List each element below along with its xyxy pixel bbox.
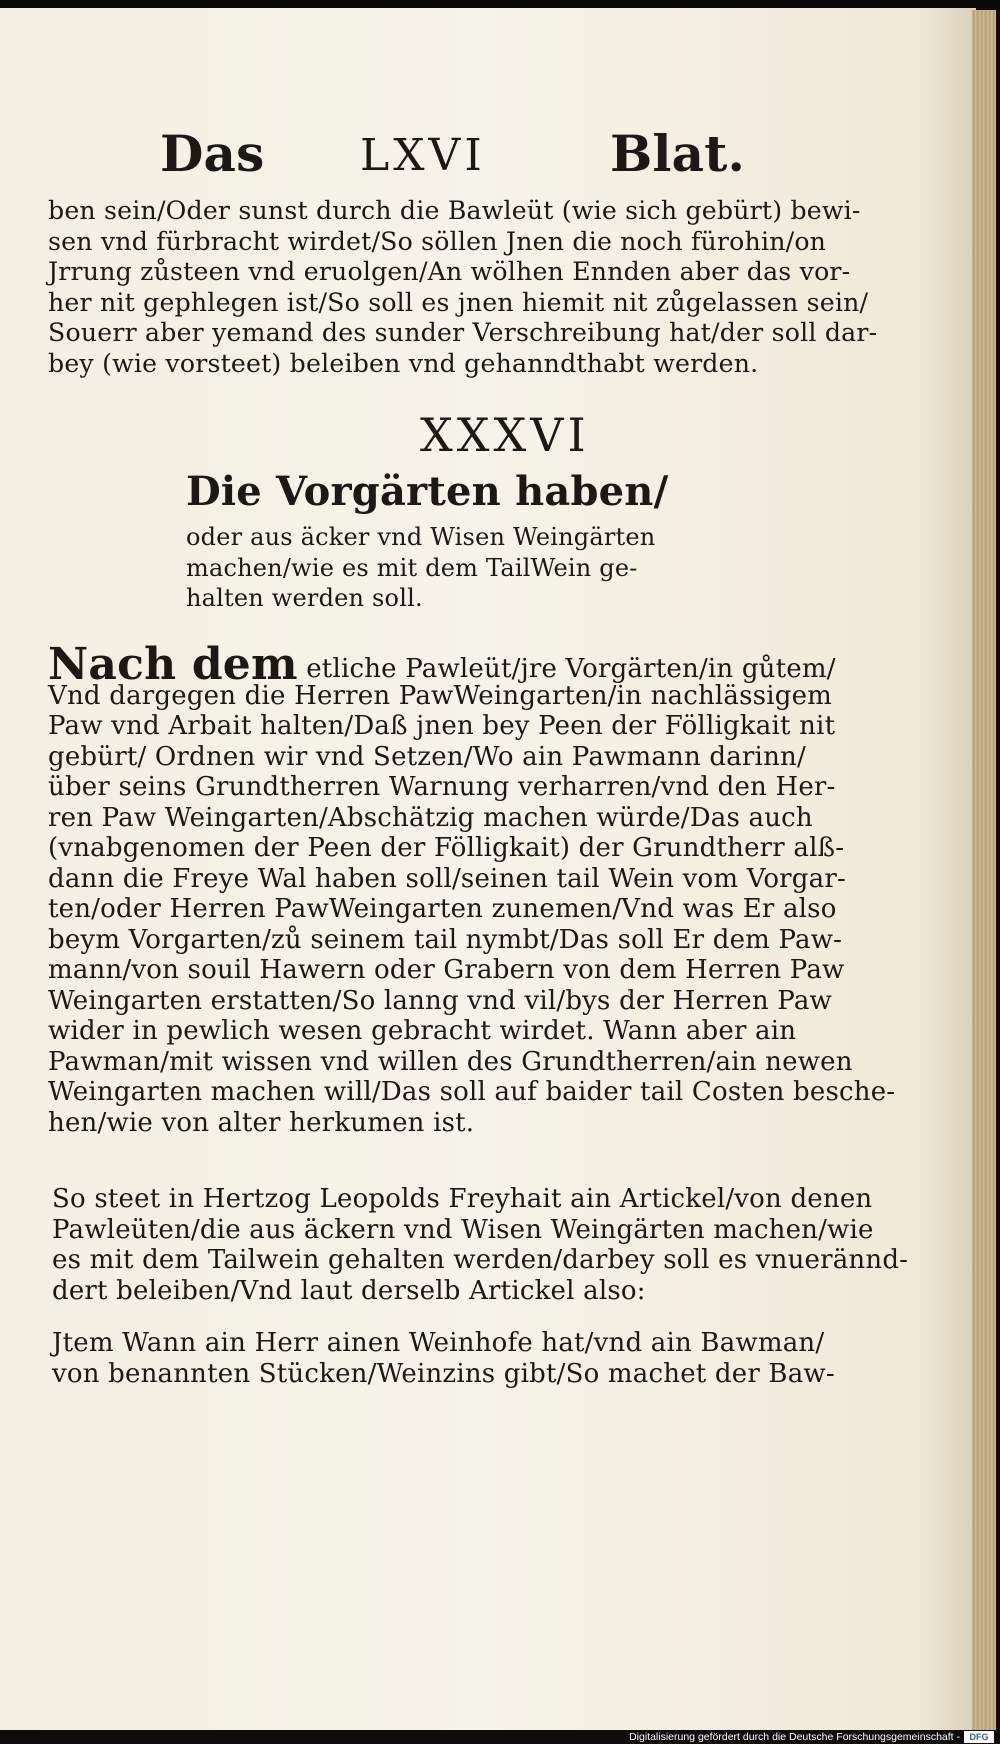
text-line: Paw vnd Arbait halten/Daß jnen bey Peen der Fölligkait nit	[48, 711, 836, 741]
initial-words: Nach dem	[48, 639, 298, 690]
text-line: bey (wie vorsteet) beleiben vnd gehanndthabt werden.	[48, 348, 759, 378]
text-line: sen vnd fürbracht wirdet/So söllen Jnen die noch fürohin/on	[48, 226, 827, 256]
footer-bar	[0, 1730, 1000, 1744]
header-left-word: Das	[160, 124, 265, 183]
subtitle-line: halten werden soll.	[186, 584, 423, 612]
text-line: (vnabgenomen der Peen der Fölligkait) der Grundtherr alß-	[48, 833, 845, 863]
paragraph-continued	[48, 196, 878, 379]
text-line: Vnd dargegen die Herren PawWeingarten/in nachlässigem	[48, 680, 833, 711]
paragraph-item	[52, 1328, 835, 1389]
folio-number: LXVI	[360, 130, 486, 181]
header-right-word: Blat.	[610, 124, 746, 183]
text-line: wider in pewlich wesen gebracht wirdet. Wann aber ain	[48, 1016, 797, 1046]
page-edge	[972, 10, 996, 1730]
text-line: beym Vorgarten/zů seinem tail nymbt/Das soll Er dem Paw-	[48, 924, 843, 955]
paragraph-main	[48, 639, 896, 1138]
text-line: dann die Freye Wal haben soll/seinen tail Wein vom Vorgar-	[48, 863, 846, 894]
funding-notice: Digitalisierung gefördert durch die Deutsche Forschungsgemeinschaft -	[629, 1731, 960, 1743]
text-line: Souerr aber yemand des sunder Verschreibung hat/der soll dar-	[48, 318, 878, 347]
text-line: ren Paw Weingarten/Abschätzig machen würde/Das auch	[48, 802, 813, 833]
text-line: ten/oder Herren PawWeingarten zunemen/Vnd was Er also	[48, 894, 837, 924]
text-line	[48, 639, 836, 690]
text-line: hen/wie von alter herkumen ist.	[48, 1107, 475, 1138]
text-line: her nit gephlegen ist/So soll es jnen hiemit nit zůgelassen sein/	[48, 287, 869, 317]
text-line: Pawman/mit wissen vnd willen des Grundtherren/ain newen	[48, 1046, 853, 1077]
top-border	[0, 0, 1000, 8]
paragraph-citation	[52, 1184, 909, 1306]
text-line: dert beleiben/Vnd laut derselb Artickel also:	[52, 1275, 646, 1306]
text-line: Weingarten erstatten/So lanng vnd vil/bys der Herren Paw	[48, 985, 832, 1016]
text-line: Jrrung zůsteen vnd eruolgen/An wölhen Ennden aber das vor-	[48, 257, 851, 286]
text-line: von benannten Stücken/Weinzins gibt/So machet der Baw-	[52, 1358, 835, 1389]
text-line: Jtem Wann ain Herr ainen Weinhofe hat/vnd ain Bawman/	[52, 1328, 825, 1358]
section-number: XXXVI	[420, 408, 590, 462]
text-line: mann/von souil Hawern oder Grabern von dem Herren Paw	[48, 955, 845, 985]
text-line: es mit dem Tailwein gehalten werden/darbey soll es vnuerännd-	[52, 1245, 909, 1275]
section-subtitle	[186, 522, 706, 614]
first-line-rest: etliche Pawleüt/jre Vorgärten/in gůtem/	[297, 654, 836, 684]
text-line: ben sein/Oder sunst durch die Bawleüt (wie sich gebürt) bewi-	[48, 196, 861, 225]
page-header	[160, 124, 746, 194]
text-line: Weingarten machen will/Das soll auf baider tail Costen besche-	[48, 1077, 896, 1107]
subtitle-line: machen/wie es mit dem TailWein ge-	[186, 553, 638, 582]
dfg-logo: DFG	[964, 1731, 994, 1743]
text-line: Pawleüten/die aus äckern vnd Wisen Weingärten machen/wie	[52, 1214, 874, 1245]
section-title: Die Vorgärten haben/	[186, 468, 669, 515]
text-line: So steet in Hertzog Leopolds Freyhait ain Artickel/von denen	[52, 1184, 873, 1214]
text-line: über seins Grundtherren Warnung verharren/vnd den Her-	[48, 772, 836, 802]
text-line: gebürt/ Ordnen wir vnd Setzen/Wo ain Pawmann darinn/	[48, 741, 806, 772]
subtitle-line: oder aus äcker vnd Wisen Weingärten	[186, 523, 656, 551]
